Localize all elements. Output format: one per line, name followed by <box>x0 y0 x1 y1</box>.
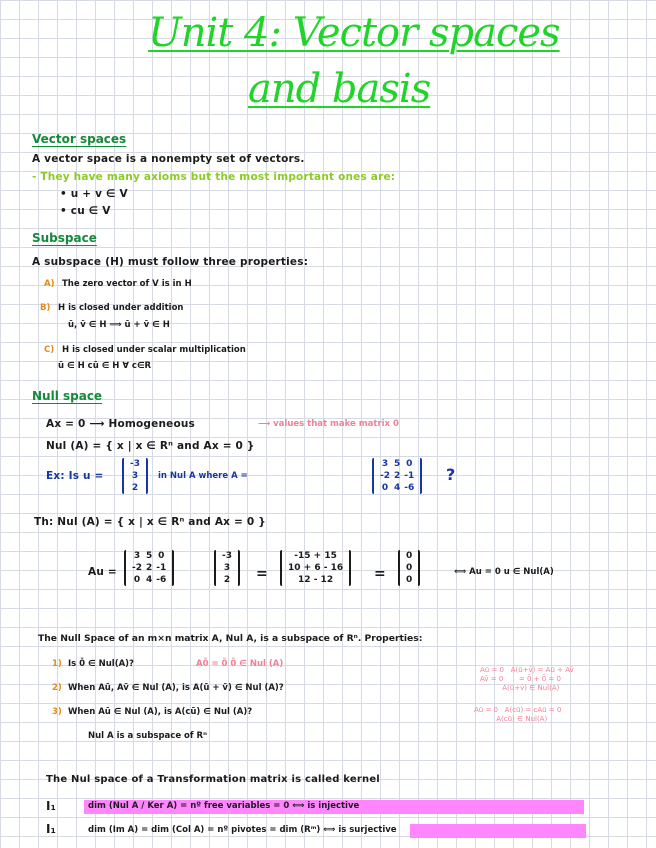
matrix-entry: 4 <box>146 575 153 585</box>
homogeneous-line: Ax = 0 ⟶ Homogeneous <box>46 418 196 430</box>
example-question-mark: ? <box>446 465 456 484</box>
au-zero-vector <box>398 550 420 586</box>
au-label: Au = <box>88 566 117 578</box>
matrix-entry: 0 <box>133 575 141 585</box>
matrix-entry: -2 <box>380 471 390 481</box>
matrix-entry: 2 <box>146 563 153 573</box>
matrix-entry: 12 - 12 <box>298 575 334 585</box>
null-props-intro: The Null Space of an m×n matrix A, Nul A, is a subspace of Rⁿ. Properties: <box>38 633 423 644</box>
matrix-entry: -6 <box>156 575 167 585</box>
axiom-item: • u + v ∈ V <box>60 188 128 200</box>
property-detail: ū ∈ H cū ∈ H ∀ c∈R <box>58 361 152 371</box>
property-tag: B) <box>40 303 51 313</box>
highlight-row-2 <box>410 824 586 838</box>
vector-spaces-definition: A vector space is a nonempty set of vectors. <box>32 153 305 165</box>
matrix-entry: 0 <box>406 459 413 469</box>
au-equals: = <box>256 566 268 582</box>
matrix-entry: -1 <box>156 563 167 573</box>
property-text: The zero vector of V is in H <box>62 279 192 289</box>
null-prop-text: When Aū ∈ Nul (A), is A(cū) ∈ Nul (A)? <box>68 707 253 717</box>
null-prop-note: Aū = 0 A(cū) = cAū = 0 A(cū) ∈ Nul(A) <box>474 706 562 723</box>
matrix-entry: -1 <box>404 471 415 481</box>
matrix-entry: 5 <box>394 459 401 469</box>
page-title: Unit 4: Vector spaces <box>148 10 560 56</box>
example-mid: in Nul A where A = <box>158 471 248 481</box>
example-matrix-a <box>372 458 422 494</box>
matrix-entry: -6 <box>404 483 415 493</box>
au-matrix-a <box>124 550 174 586</box>
subspace-intro: A subspace (H) must follow three properties: <box>32 256 309 268</box>
property-text: H is closed under addition <box>58 303 184 313</box>
kernel-line: The Nul space of a Transformation matrix is called kernel <box>46 774 380 785</box>
matrix-entry: 2 <box>131 483 139 493</box>
null-props-conclusion: Nul A is a subspace of Rⁿ <box>88 731 207 741</box>
null-prop-tag: 3) <box>52 707 62 717</box>
matrix-entry: 0 <box>158 551 165 561</box>
null-prop-text: When Aū, Av̄ ∈ Nul (A), is A(ū + v̄) ∈ Nul (A)? <box>68 683 284 693</box>
null-prop-note: A0̄ = 0̄ 0̄ ∈ Nul (A) <box>196 659 284 669</box>
property-tag: C) <box>44 345 55 355</box>
null-prop-note: Aū = 0 A(ū+v̄) = Aū + Av̄ Av̄ = 0 = 0̄ + 0̄ = 0 A(ū+v̄) ∈ Nul(A) <box>480 666 574 692</box>
property-detail: ū, v̄ ∈ H ⟹ ū + v̄ ∈ H <box>68 320 170 330</box>
null-space-definition: Nul (A) = { x | x ∈ Rⁿ and Ax = 0 } <box>46 440 255 452</box>
matrix-entry: 3 <box>381 459 389 469</box>
matrix-entry: -3 <box>130 459 140 469</box>
au-equals: = <box>374 566 386 582</box>
matrix-entry: 10 + 6 - 16 <box>288 563 344 573</box>
au-conclusion: ⟺ Au = 0 u ∈ Nul(A) <box>454 567 554 577</box>
example-prefix: Ex: Is u = <box>46 470 104 482</box>
matrix-entry: 4 <box>394 483 401 493</box>
matrix-entry: -15 + 15 <box>294 551 337 561</box>
page-title-line2: and basis <box>248 66 431 112</box>
au-vector-u <box>214 550 240 586</box>
matrix-entry: 3 <box>133 551 141 561</box>
matrix-entry: 5 <box>146 551 153 561</box>
null-prop-text: Is 0̄ ∈ Nul(A)? <box>68 659 134 669</box>
null-space-heading: Null space <box>32 389 103 403</box>
matrix-entry: 0 <box>406 551 413 561</box>
kernel-row-surjective: dim (Im A) = dim (Col A) = nº pivotes = dim (Rᵐ) ⟺ is surjective <box>88 825 397 835</box>
homogeneous-note: ⟶ values that make matrix 0 <box>258 419 399 429</box>
au-sum-vector <box>280 550 351 586</box>
null-prop-tag: 1) <box>52 659 62 669</box>
matrix-entry: 0 <box>406 563 413 573</box>
matrix-entry: 2 <box>223 575 231 585</box>
null-prop-tag: 2) <box>52 683 62 693</box>
axiom-item: • cu ∈ V <box>60 205 111 217</box>
matrix-entry: 0 <box>406 575 413 585</box>
kernel-row-prefix: I₁ <box>46 799 57 813</box>
vector-spaces-heading: Vector spaces <box>32 132 127 146</box>
property-text: H is closed under scalar multiplication <box>62 345 246 355</box>
subspace-heading: Subspace <box>32 231 97 245</box>
matrix-entry: 0 <box>381 483 389 493</box>
kernel-row-injective: dim (Nul A / Ker A) = nº free variables = 0 ⟺ is injective <box>88 801 360 811</box>
matrix-entry: 3 <box>131 471 139 481</box>
matrix-entry: -2 <box>132 563 142 573</box>
kernel-row-prefix: I₁ <box>46 822 57 836</box>
matrix-entry: 3 <box>223 563 231 573</box>
example-vector-u <box>122 458 148 494</box>
vector-spaces-note: - They have many axioms but the most important ones are: <box>32 171 396 183</box>
theorem-line: Th: Nul (A) = { x | x ∈ Rⁿ and Ax = 0 } <box>34 516 266 528</box>
matrix-entry: 2 <box>394 471 401 481</box>
matrix-entry: -3 <box>222 551 232 561</box>
property-tag: A) <box>44 279 55 289</box>
